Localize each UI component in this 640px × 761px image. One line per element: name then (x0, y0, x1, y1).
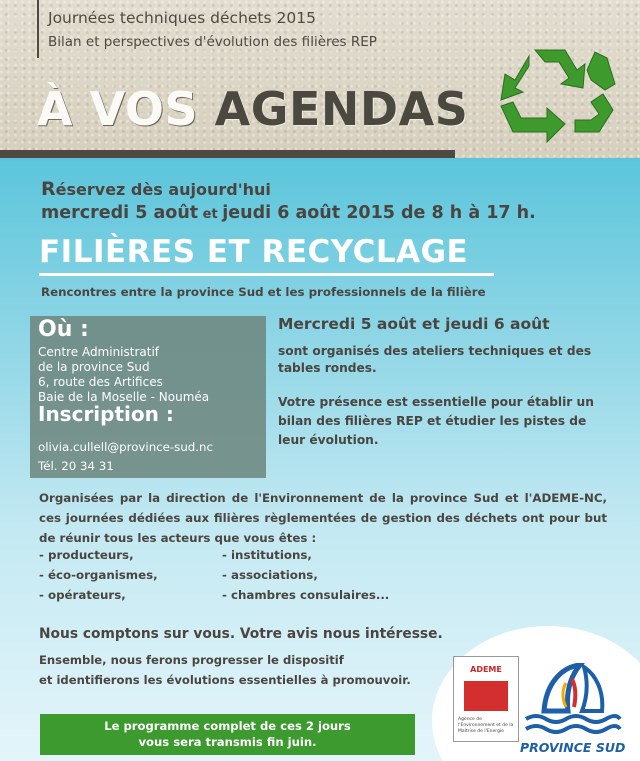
actor-item: - associations, (222, 568, 318, 582)
address-line: Centre Administratif (38, 345, 160, 359)
ademe-name: ADEME (470, 665, 502, 674)
title-underline (39, 273, 494, 276)
agendas-prefix: À VOS (37, 82, 215, 136)
workshops-text: tables rondes. (278, 361, 377, 375)
ademe-tagline: Agence de l'Environnement et de la Maîtrise de l'Energie (458, 717, 514, 734)
actor-item: - chambres consulaires... (222, 588, 390, 602)
ensemble-text: et identifierons les évolutions essentielles à promouvoir. (39, 673, 411, 687)
contact-email[interactable]: olivia.cullell@province-sud.nc (38, 440, 213, 454)
address-line: de la province Sud (38, 360, 150, 374)
program-line: Le programme complet de ces 2 jours (104, 719, 351, 733)
reserve-text: éservez dès aujourd'hui (55, 180, 271, 199)
flyer-body (0, 158, 640, 761)
header-divider (37, 0, 39, 58)
reserve-line (41, 178, 271, 200)
event-dates (41, 203, 536, 223)
workshops-text: sont organisés des ateliers techniques et des (278, 344, 592, 358)
event-subtitle: Bilan et perspectives d'évolution des filières REP (48, 34, 377, 50)
actor-item: - opérateurs, (39, 588, 126, 602)
info-box (30, 316, 266, 478)
ademe-logo-mark (464, 681, 508, 711)
date-and: et (198, 207, 223, 222)
presence-text: Votre présence est essentielle pour établir un (278, 395, 594, 409)
header-band (0, 150, 455, 158)
agendas-word: AGENDAS (214, 82, 469, 136)
inscription-label: Inscription : (38, 402, 174, 426)
address-line: 6, route des Artifices (38, 375, 163, 389)
location-label: Où : (38, 317, 89, 342)
province-sud-name: PROVINCE SUD (520, 740, 626, 755)
organisation-paragraph: Organisées par la direction de l'Environnement de la province Sud et l'ADEME-NC, ces journées dédiées aux filières règlementées de gestion des déchets ont pour but de réunir tous les acteurs que vous êtes : (39, 491, 607, 545)
recycle-icon (495, 40, 623, 150)
presence-text: leur évolution. (278, 433, 379, 447)
actor-item: - éco-organismes, (39, 568, 158, 582)
actor-item: - institutions, (222, 548, 312, 562)
call-to-action: Nous comptons sur vous. Votre avis nous intéresse. (39, 626, 443, 642)
date-thursday-time: jeudi 6 août 2015 de 8 h à 17 h. (222, 203, 536, 223)
dates-heading: Mercredi 5 août et jeudi 6 août (278, 315, 550, 333)
address-line: Baie de la Moselle - Nouméa (38, 390, 210, 404)
main-title: FILIÈRES ET RECYCLAGE (39, 234, 469, 270)
actor-item: - producteurs, (39, 548, 134, 562)
province-sud-logo (522, 663, 622, 738)
presence-text: bilan des filières REP et étudier les pistes de (278, 414, 587, 428)
rencontres-subtitle: Rencontres entre la province Sud et les professionnels de la filière (41, 285, 486, 299)
reserve-initial: R (41, 178, 56, 200)
event-title: Journées techniques déchets 2015 (48, 9, 316, 27)
contact-phone: Tél. 20 34 31 (38, 459, 114, 473)
ademe-logo (453, 656, 519, 742)
ensemble-text: Ensemble, nous ferons progresser le dispositif (39, 653, 344, 667)
agendas-heading (37, 82, 469, 136)
header-banner (0, 0, 640, 158)
program-banner (40, 714, 415, 755)
date-wednesday: mercredi 5 août (41, 203, 199, 223)
program-line: vous sera transmis fin juin. (138, 735, 317, 749)
